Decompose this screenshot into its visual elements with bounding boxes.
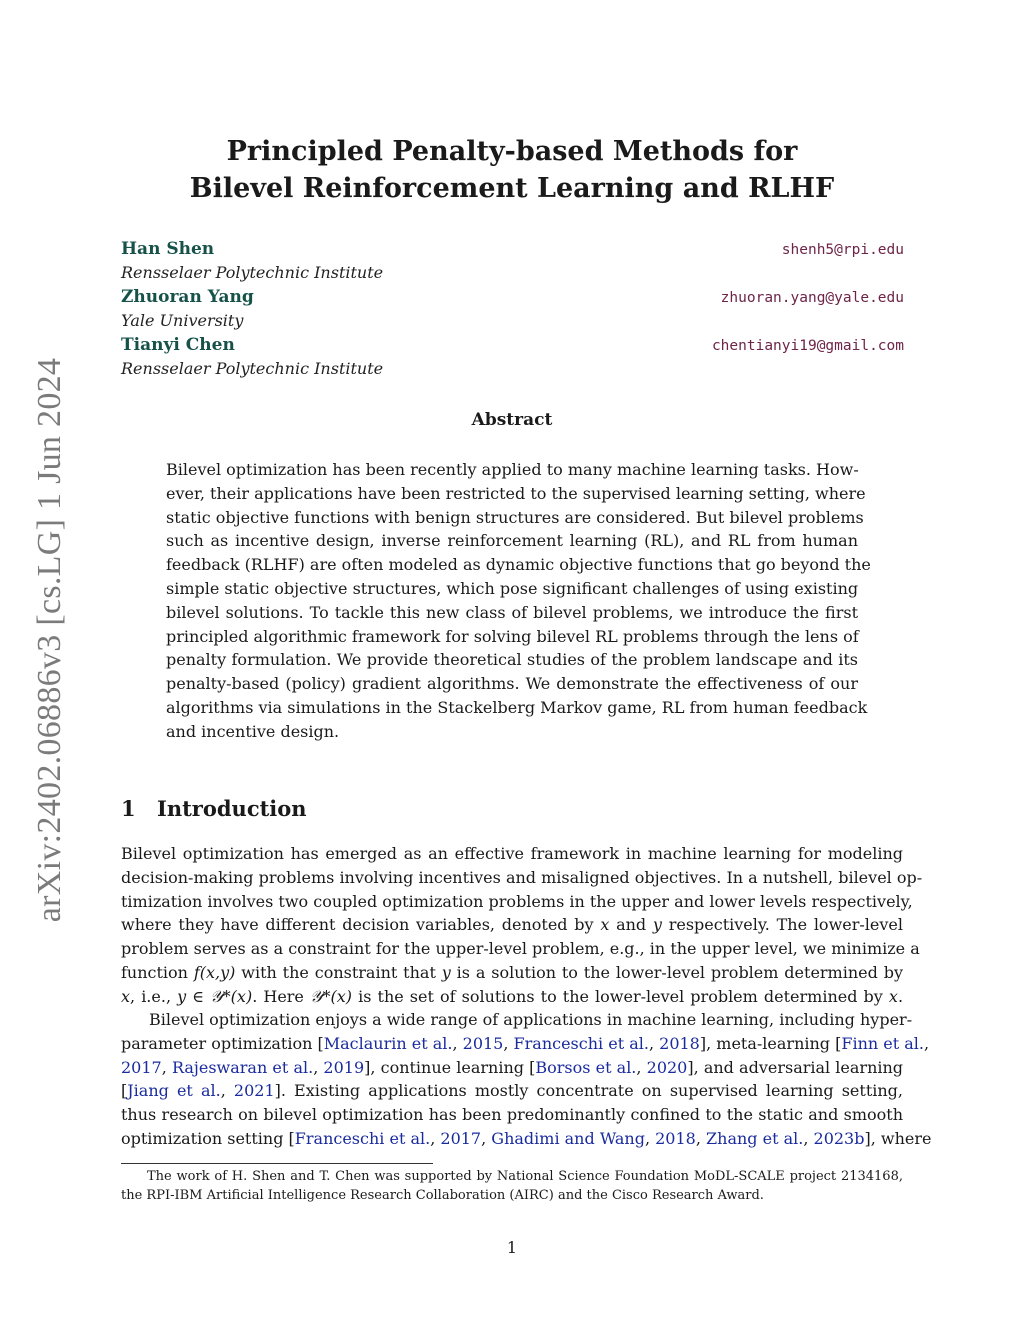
abstract-line: and incentive design. [166, 721, 340, 741]
paper-title-line-2: Bilevel Reinforcement Learning and RLHF [189, 173, 835, 204]
abstract-line: such as incentive design, inverse reinforcement learning (RL), and RL from human [166, 531, 858, 551]
text-span: ], continue learning [ [364, 1057, 536, 1077]
text-line [121, 913, 903, 937]
text-line: thus research on bilevel optimization has been predominantly confined to the static and smooth [121, 1105, 903, 1125]
abstract-heading: Abstract [471, 410, 553, 430]
citation-year-link[interactable]: 2018 [659, 1033, 700, 1053]
text-line [121, 985, 903, 1009]
footnote [121, 1167, 903, 1205]
abstract-line: principled algorithmic framework for solving bilevel RL problems through the lens of [166, 626, 859, 646]
citation-link[interactable]: Rajeswaran et al. [171, 1057, 314, 1077]
citation-link[interactable]: Ghadimi and Wang [491, 1128, 645, 1148]
text-line: Bilevel optimization enjoys a wide range of applications in machine learning, including hyper- [149, 1010, 913, 1029]
text-span: where they have different decision variables, denoted by [121, 915, 601, 935]
citation-link[interactable]: Zhang et al. [706, 1128, 804, 1148]
section-title: Introduction [157, 796, 307, 821]
abstract-line: feedback (RLHF) are often modeled as dynamic objective functions that go beyond the [166, 555, 871, 575]
text-span: is the set of solutions to the lower-level problem determined by [352, 986, 889, 1006]
citation-year-link[interactable]: 2023b [813, 1128, 865, 1148]
text-span: and [609, 915, 653, 935]
math-solution-set: 𝒴*(x) [309, 986, 353, 1006]
text-line: decision-making problems involving incentives and misaligned objectives. In a nutshell, bilevel op- [121, 867, 923, 887]
text-line: timization involves two coupled optimization problems in the upper and lower levels respectively, [121, 891, 913, 911]
page-number: 1 [506, 1238, 518, 1257]
math-x: x [121, 986, 131, 1006]
intro-paragraph-1 [121, 842, 923, 1009]
math-x: x [600, 915, 610, 935]
abstract-line: algorithms via simulations in the Stackelberg Markov game, RL from human feedback [166, 697, 868, 717]
text-span: ], where [864, 1128, 932, 1148]
citation-year-link[interactable]: 2020 [646, 1057, 688, 1077]
citation-year-link[interactable]: 2017 [440, 1128, 482, 1148]
author-affiliation: Yale University [121, 311, 244, 330]
abstract-line: ever, their applications have been restricted to the supervised learning setting, where [166, 483, 866, 503]
author-email[interactable]: zhuoran.yang@yale.edu [720, 290, 904, 306]
abstract-line: bilevel solutions. To tackle this new class of bilevel problems, we introduce the first [166, 602, 858, 622]
intro-paragraph-2 [121, 1008, 932, 1151]
footnote-line: the RPI-IBM Artificial Intelligence Research Collaboration (AIRC) and the Cisco Research Award. [121, 1188, 764, 1203]
abstract-line: Bilevel optimization has been recently applied to many machine learning tasks. How- [166, 460, 859, 479]
author-name: Zhuoran Yang [121, 287, 254, 307]
text-line: [Jiang et al., 2021]. Existing applications mostly concentrate on supervised learning setting, [121, 1081, 904, 1101]
citation-link[interactable]: Franceschi et al. [294, 1128, 431, 1148]
author-affiliation: Rensselaer Polytechnic Institute [121, 263, 384, 282]
section-heading [121, 796, 307, 821]
text-line: Bilevel optimization has emerged as an effective framework in machine learning for modeling [121, 844, 903, 863]
text-span: respectively. The lower-level [661, 915, 903, 935]
section-number: 1 [121, 796, 136, 821]
text-span: ], meta-learning [ [699, 1033, 842, 1053]
paper-title-line-1: Principled Penalty-based Methods for [226, 136, 798, 167]
math-x: x [888, 986, 898, 1006]
citation-year-link[interactable]: 2017 [121, 1057, 162, 1077]
text-span: optimization setting [ [121, 1128, 295, 1148]
text-span: ]. Existing applications mostly concentrate on supervised learning setting, [274, 1081, 904, 1101]
author-name: Tianyi Chen [121, 335, 235, 355]
citation-link[interactable]: Finn et al. [841, 1033, 924, 1053]
text-span: is a solution to the lower-level problem determined by [450, 962, 904, 982]
text-span: parameter optimization [ [121, 1033, 324, 1053]
text-line: problem serves as a constraint for the upper-level problem, e.g., in the upper level, we minimize a [121, 939, 920, 959]
text-span: , i.e., [130, 986, 178, 1006]
text-line: 2017, Rajeswaran et al., 2019], continue learning [Borsos et al., 2020], and adversarial learning [121, 1057, 904, 1077]
citation-link[interactable]: Borsos et al. [535, 1057, 637, 1077]
arxiv-stamp: arXiv:2402.06886v3 [cs.LG] 1 Jun 2024 [31, 357, 68, 923]
citation-year-link[interactable]: 2019 [323, 1057, 365, 1077]
abstract-body [166, 458, 871, 744]
text-span: . Here [252, 986, 310, 1006]
citation-year-link[interactable]: 2021 [233, 1081, 275, 1101]
author-name: Han Shen [121, 239, 215, 259]
math-y: y [441, 962, 451, 982]
text-span: . [897, 986, 904, 1006]
abstract-line: penalty-based (policy) gradient algorithms. We demonstrate the effectiveness of our [166, 674, 858, 694]
abstract-line: static objective functions with benign structures are considered. But bilevel problems [166, 507, 864, 527]
author-email[interactable]: chentianyi19@gmail.com [711, 338, 904, 354]
author-affiliation: Rensselaer Polytechnic Institute [121, 359, 384, 378]
math-fxy: f(x,y) [193, 962, 236, 982]
math-y: y [652, 915, 662, 935]
text-line: optimization setting [Franceschi et al., 2017, Ghadimi and Wang, 2018, Zhang et al., 2023b], where [121, 1128, 932, 1148]
citation-link[interactable]: Franceschi et al. [513, 1033, 649, 1053]
text-span: ], and adversarial learning [687, 1057, 904, 1077]
text-line: parameter optimization [Maclaurin et al., 2015, Franceschi et al., 2018], meta-learning [Finn et al., [121, 1033, 930, 1053]
text-span: with the constraint that [235, 962, 442, 982]
text-span: function [121, 962, 194, 982]
author-email[interactable]: shenh5@rpi.edu [781, 242, 904, 258]
citation-year-link[interactable]: 2015 [462, 1033, 504, 1053]
citation-link[interactable]: Jiang et al. [127, 1081, 221, 1101]
citation-year-link[interactable]: 2018 [655, 1128, 696, 1148]
citation-link[interactable]: Maclaurin et al. [323, 1033, 453, 1053]
footnote-line: The work of H. Shen and T. Chen was supported by National Science Foundation MoDL-SCALE project 2134168, [147, 1169, 903, 1184]
math-y-in-set: y ∈ 𝒴*(x) [177, 986, 253, 1006]
text-line [121, 961, 903, 985]
footnote-rule [121, 1163, 433, 1164]
abstract-line: simple static objective structures, which pose significant challenges of using existing [166, 578, 859, 598]
abstract-line: penalty formulation. We provide theoretical studies of the problem landscape and its [166, 650, 858, 670]
